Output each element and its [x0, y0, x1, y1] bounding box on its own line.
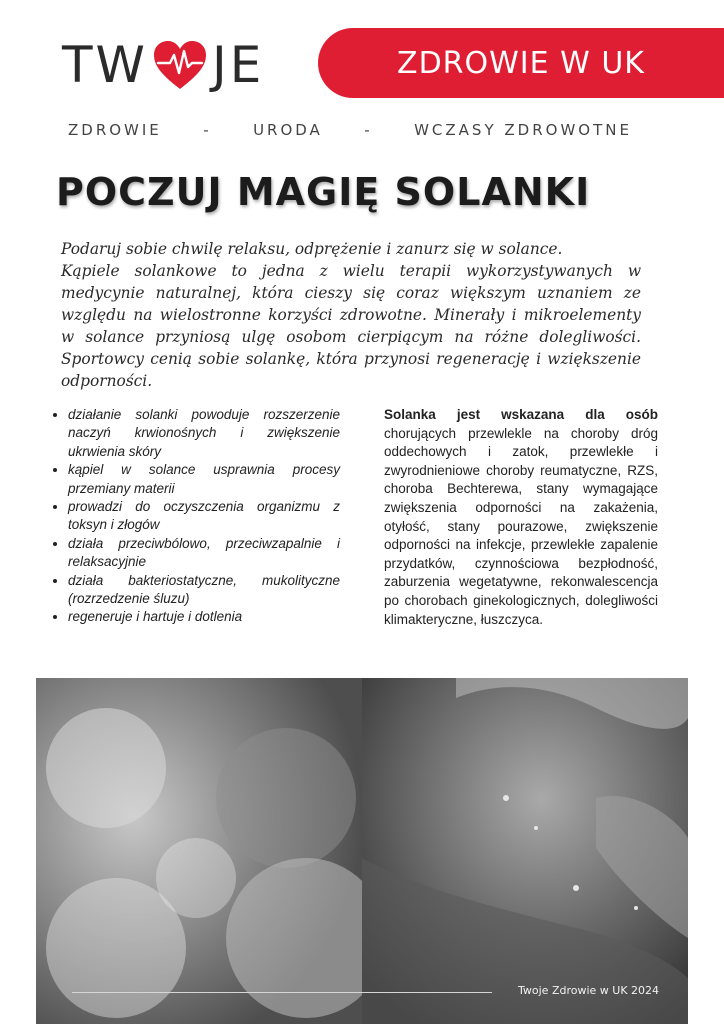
nav-item-uroda[interactable]: URODA [253, 121, 323, 139]
nav-separator: - [203, 121, 212, 139]
intro-line: Podaruj sobie chwilę relaksu, odprężenie i zanurz się w solance. [61, 240, 563, 258]
benefits-list [48, 406, 340, 627]
header-banner [318, 28, 724, 98]
photo-collage [36, 678, 688, 1024]
indication-lead: Solanka jest wskazana dla osób [384, 407, 658, 422]
page-title: POCZUJ MAGIĘ SOLANKI [56, 170, 591, 214]
list-item: • działanie solanki powoduje rozszerzenie naczyń krwionośnych i zwiększenie ukrwienia skóry [68, 406, 340, 461]
indication-text [384, 406, 658, 629]
list-item: • kąpiel w solance usprawnia procesy przemiany materii [68, 461, 340, 498]
list-item: • prowadzi do oczyszczenia organizmu z toksyn i złogów [68, 498, 340, 535]
intro-text [61, 238, 641, 392]
heart-pulse-icon [152, 39, 208, 91]
section-nav [68, 121, 632, 139]
list-item: • działa bakteriostatyczne, mukolityczne (rozrzedzenie śluzu) [68, 572, 340, 609]
footer-divider [72, 992, 492, 993]
indication-body: chorujących przewlekle na choroby dróg oddechowych i zatok, przewlekłe i zwyrodnieniowe choroby reumatyczne, RZS, choroba Bechterewa, stany wymagające zwiększenia odporności na zakażenia, otyłość, stany pourazowe, zwiększenie odporności na infekcje, przewlekłe zapalenie przydatków, czynnościowa bezpłodność, zaburzenia wegetatywne, rekonwalescencja po chorobach ginekologicznych, dolegliwości klimakteryczne, łuszczyca. [384, 425, 658, 627]
nav-item-zdrowie[interactable]: ZDROWIE [68, 121, 162, 139]
banner-text: ZDROWIE W UK [397, 45, 645, 81]
nav-separator: - [364, 121, 373, 139]
logo-text-right: JE [211, 36, 265, 94]
logo-text-left: TW [62, 36, 148, 94]
list-item: • regeneruje i hartuje i dotlenia [68, 608, 340, 626]
intro-paragraph: Kąpiele solankowe to jedna z wielu terapii wykorzystywanych w medycynie naturalnej, która cieszy się coraz większym uznaniem ze względu na wielostronne korzyści zdrowotne. Minerały i mikroelementy w solance przyniosą ulgę osobom cierpiącym na różne dolegliwości. Sportowcy cenią sobie solankę, która przynosi regenerację i wziększenie odporności. [61, 262, 641, 390]
footer-credit: Twoje Zdrowie w UK 2024 [518, 984, 660, 997]
nav-item-wczasy[interactable]: WCZASY ZDROWOTNE [414, 121, 632, 139]
brand-logo [62, 36, 264, 94]
list-item: • działa przeciwbólowo, przeciwzapalnie i relaksacyjnie [68, 535, 340, 572]
